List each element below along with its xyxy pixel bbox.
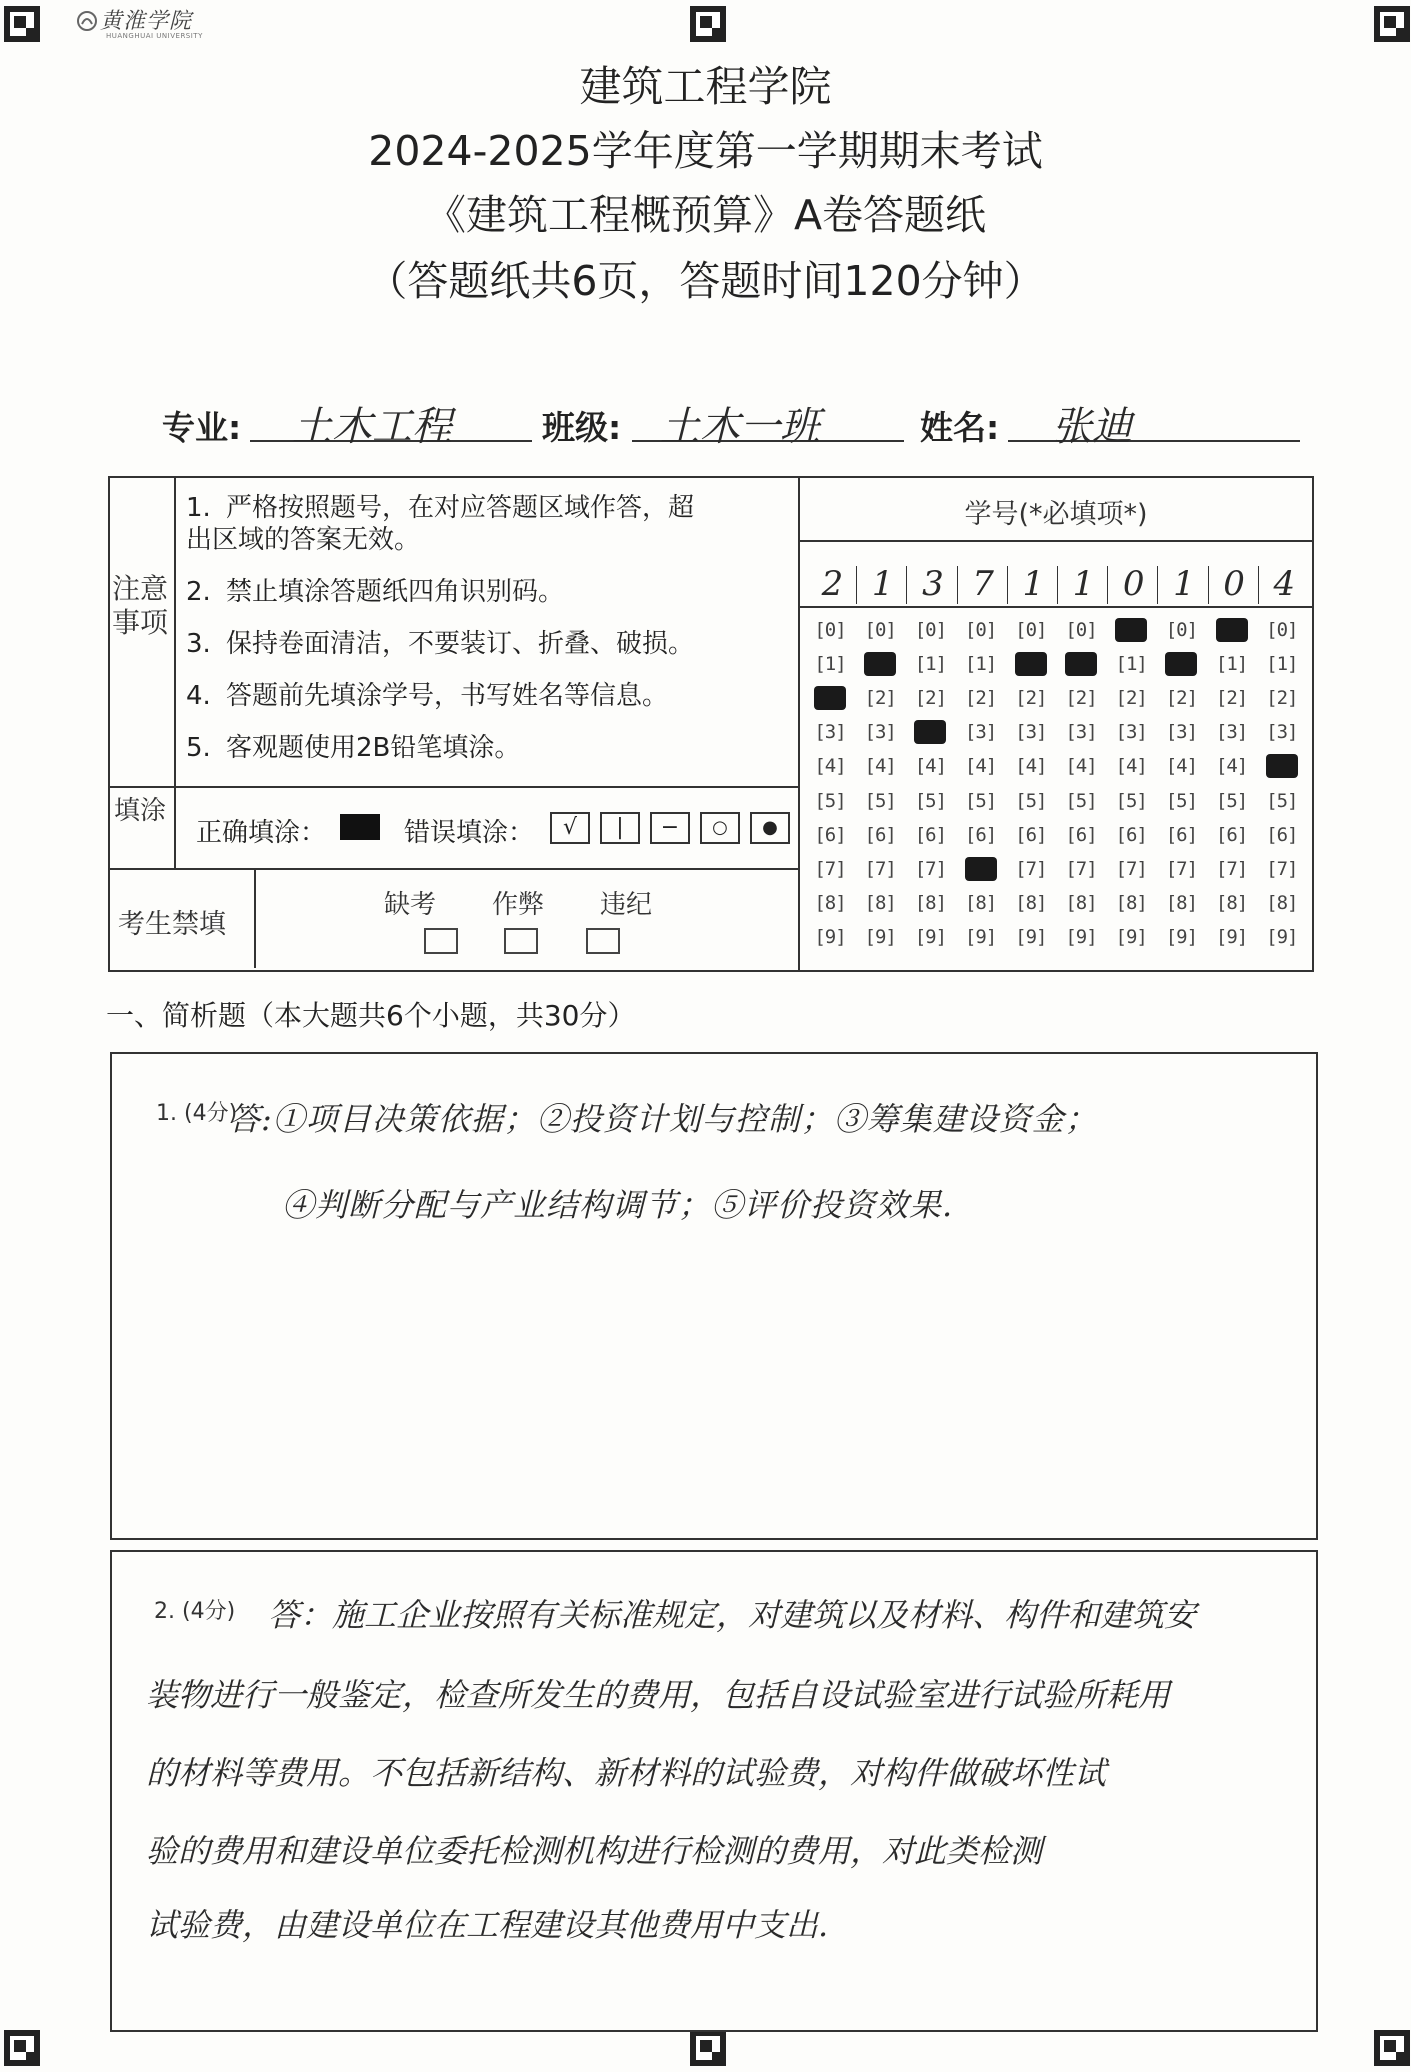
correct-fill-label: 正确填涂： (196, 818, 327, 848)
corner-mark-top-left (4, 6, 40, 42)
student-id-bubble[interactable]: [9] (1165, 925, 1198, 948)
question-2-answer-line-5: 试验费，由建设单位在工程建设其他费用中支出. (146, 1906, 829, 1944)
student-id-bubble[interactable]: [4] (1065, 755, 1097, 778)
student-id-digit-separator (1007, 566, 1008, 604)
student-id-bubble[interactable]: [5] (1015, 789, 1047, 812)
student-id-bubble[interactable] (814, 686, 846, 710)
wrong-fill-check-example: √ (550, 812, 590, 844)
question-2-label: 2. (4分) (154, 1599, 236, 1624)
school-logo-text: 黄淮学院 (100, 9, 193, 34)
student-id-bubble[interactable]: [2] (1165, 687, 1198, 710)
table-divider-vertical (798, 476, 800, 970)
student-id-bubble[interactable]: [2] (1266, 687, 1298, 710)
cheating-checkbox[interactable] (504, 928, 538, 954)
fill-side-divider (174, 786, 176, 868)
student-id-digit[interactable]: 0 (1122, 564, 1145, 604)
student-id-bubble[interactable]: [1] (1115, 653, 1147, 676)
student-id-bubble[interactable]: [4] (914, 755, 947, 778)
student-id-bubble[interactable]: [1] (1215, 653, 1248, 676)
violation-checkbox[interactable] (586, 928, 620, 954)
student-id-bubble[interactable]: [5] (914, 789, 947, 812)
student-id-bubble[interactable]: [7] (1215, 857, 1248, 880)
student-id-bubble[interactable]: [3] (1266, 721, 1298, 744)
student-id-bubble[interactable]: [7] (1266, 857, 1298, 880)
class-label: 班级: (542, 408, 622, 447)
sid-digits-divider (800, 606, 1312, 608)
student-id-bubble[interactable]: [4] (864, 755, 896, 778)
student-id-bubble[interactable]: [6] (1215, 823, 1248, 846)
corner-mark-bottom-center (690, 2030, 726, 2066)
student-id-bubble[interactable]: [9] (964, 925, 997, 948)
student-id-bubble[interactable]: [8] (1266, 891, 1298, 914)
student-id-bubble[interactable] (1216, 618, 1248, 642)
student-id-bubble[interactable]: [9] (1015, 925, 1047, 948)
student-id-bubble[interactable]: [2] (1065, 687, 1097, 710)
student-id-digit[interactable]: 2 (821, 564, 844, 604)
student-id-bubble[interactable]: [1] (814, 653, 846, 676)
student-id-bubble[interactable]: [3] (1215, 721, 1248, 744)
name-label: 姓名: (920, 408, 1000, 447)
notice-text: 严格按照题号，在对应答题区域作答，超 (226, 493, 695, 523)
question-1-answer-line-2: ④判断分配与产业结构调节；⑤评价投资效果. (282, 1186, 954, 1224)
student-id-digit[interactable]: 0 (1223, 564, 1245, 604)
cheating-label: 作弊 (492, 890, 545, 920)
student-id-bubble[interactable]: [9] (1215, 925, 1248, 948)
student-id-bubble[interactable] (1165, 652, 1197, 676)
student-id-bubble[interactable]: [7] (864, 857, 896, 880)
section-title: 一、简析题（本大题共6个小题，共30分） (106, 999, 636, 1032)
student-id-bubble[interactable]: [6] (1015, 823, 1047, 846)
student-id-bubble[interactable]: [9] (1065, 925, 1097, 948)
notice-item-4 (186, 680, 668, 712)
college-title: 建筑工程学院 (579, 62, 832, 111)
wrong-fill-circle-example: ○ (700, 812, 740, 844)
student-id-bubble[interactable]: [2] (1215, 687, 1248, 710)
corner-mark-bottom-left (4, 2030, 40, 2066)
question-2-answer-line-4: 验的费用和建设单位委托检测机构进行检测的费用，对此类检测 (146, 1832, 1043, 1870)
absent-checkbox[interactable] (424, 928, 458, 954)
student-id-bubble[interactable]: [3] (1115, 721, 1147, 744)
student-id-bubble[interactable]: [5] (864, 789, 896, 812)
student-id-bubble[interactable]: [5] (964, 789, 997, 812)
student-id-bubble[interactable]: [3] (1065, 721, 1097, 744)
student-id-bubble[interactable]: [8] (1215, 891, 1248, 914)
corner-mark-top-right (1374, 6, 1410, 42)
student-id-bubble[interactable]: [1] (1266, 653, 1298, 676)
wrong-fill-label: 错误填涂： (404, 818, 535, 848)
question-2-answer-line-1: 答：施工企业按照有关标准规定，对建筑以及材料、构件和建筑安 (268, 1596, 1197, 1634)
student-id-digit-separator (957, 566, 958, 604)
exam-term-title: 2024-2025学年度第一学期期末考试 (368, 127, 1043, 175)
question-1-answer-line-1: 答:①项目决策依据；②投资计划与控制；③筹集建设资金； (228, 1100, 1098, 1138)
student-id-bubble[interactable]: [3] (964, 721, 997, 744)
notice-text: 禁止填涂答题纸四角识别码。 (226, 577, 565, 607)
notice-text-continued: 出区域的答案无效。 (186, 525, 421, 555)
student-id-bubble[interactable]: [4] (1215, 755, 1248, 778)
exam-flags-label: 考生禁填 (118, 909, 226, 940)
notice-fill-divider (108, 786, 800, 788)
student-id-digit[interactable]: 3 (922, 564, 944, 604)
student-id-bubble[interactable]: [1] (964, 653, 997, 676)
student-id-bubble[interactable]: [8] (1015, 891, 1047, 914)
major-value[interactable]: 土木工程 (292, 404, 452, 450)
student-id-bubble[interactable]: [0] (1015, 619, 1047, 641)
student-id-digit[interactable]: 1 (1173, 564, 1195, 604)
student-id-bubble[interactable]: [9] (814, 925, 846, 948)
student-id-bubble[interactable]: [7] (914, 857, 947, 880)
student-id-bubble[interactable]: [4] (964, 755, 997, 778)
student-id-bubble[interactable]: [8] (1115, 891, 1147, 914)
student-id-digit-separator (1258, 566, 1259, 604)
notice-num: 3. (186, 629, 211, 659)
student-id-bubble[interactable]: [0] (864, 619, 896, 641)
notice-item-3 (186, 628, 694, 660)
student-id-bubble[interactable]: [2] (964, 687, 997, 710)
corner-mark-bottom-right (1374, 2030, 1410, 2066)
student-id-bubble[interactable]: [5] (1165, 789, 1198, 812)
student-id-bubble[interactable]: [0] (964, 619, 997, 641)
name-value[interactable]: 张迪 (1052, 404, 1132, 450)
student-id-bubble[interactable]: [3] (1015, 721, 1047, 744)
student-id-bubble[interactable]: [8] (964, 891, 997, 914)
student-id-bubble[interactable]: [6] (914, 823, 947, 846)
notice-num: 2. (186, 577, 211, 607)
student-id-bubble[interactable]: [6] (864, 823, 896, 846)
student-id-bubble[interactable] (1015, 652, 1047, 676)
notice-item-1 (186, 492, 694, 556)
student-id-digit-separator (906, 566, 907, 604)
student-id-bubble[interactable]: [3] (1165, 721, 1198, 744)
course-title: 《建筑工程概预算》A卷答题纸 (424, 191, 987, 239)
student-id-bubble[interactable]: [6] (1115, 823, 1147, 846)
student-id-bubble[interactable]: [0] (914, 619, 947, 641)
notice-num: 4. (186, 681, 211, 711)
notice-side-label: 注意事项 (112, 572, 169, 639)
student-id-bubble[interactable]: [8] (1165, 891, 1198, 914)
student-id-bubble[interactable]: [4] (1165, 755, 1198, 778)
student-id-bubble[interactable]: [9] (914, 925, 947, 948)
student-id-bubble[interactable]: [2] (914, 687, 947, 710)
student-id-bubble[interactable]: [5] (1065, 789, 1097, 812)
student-id-digit-separator (1208, 566, 1209, 604)
question-1-label: 1. (4分) (156, 1101, 238, 1126)
exam-side-divider (254, 868, 256, 968)
student-id-bubble[interactable]: [8] (864, 891, 896, 914)
student-id-bubble[interactable]: [7] (1015, 857, 1047, 880)
student-id-bubble[interactable]: [8] (914, 891, 947, 914)
wrong-fill-bar-example: | (600, 812, 640, 844)
student-id-bubble[interactable] (965, 857, 997, 881)
corner-mark-top-center (690, 6, 726, 42)
student-id-bubble[interactable]: [6] (1266, 823, 1298, 846)
student-id-digit[interactable]: 4 (1273, 564, 1296, 604)
student-id-bubble[interactable]: [8] (814, 891, 846, 914)
student-id-bubble[interactable]: [4] (814, 755, 846, 778)
notice-item-2 (186, 576, 564, 608)
student-id-bubble[interactable]: [5] (1115, 789, 1147, 812)
student-id-bubble[interactable] (864, 652, 896, 676)
class-value[interactable]: 土木一班 (660, 404, 820, 450)
student-id-bubble[interactable]: [8] (1065, 891, 1097, 914)
student-id-digit-separator (1057, 566, 1058, 604)
student-id-bubble[interactable]: [5] (1215, 789, 1248, 812)
question-2-answer-line-2: 装物进行一般鉴定，检查所发生的费用，包括自设试验室进行试验所耗用 (146, 1676, 1171, 1714)
student-id-bubble[interactable]: [0] (814, 619, 846, 641)
notice-text: 答题前先填涂学号，书写姓名等信息。 (226, 681, 669, 711)
school-logo (76, 4, 216, 44)
student-id-bubble[interactable]: [9] (864, 925, 896, 948)
student-id-bubble[interactable]: [3] (864, 721, 896, 744)
student-id-bubble[interactable] (1115, 618, 1147, 642)
sid-title-divider (800, 540, 1312, 542)
student-id-digit[interactable]: 1 (1022, 564, 1045, 604)
student-id-bubble[interactable] (1065, 652, 1097, 676)
notice-num: 1. (186, 493, 211, 523)
student-id-bubble[interactable]: [4] (1015, 755, 1047, 778)
student-id-bubble[interactable]: [6] (964, 823, 997, 846)
student-id-bubble[interactable] (914, 720, 946, 744)
student-id-bubble[interactable]: [3] (814, 721, 846, 744)
student-id-title: 学号(*必填项*) (964, 499, 1148, 530)
student-id-bubble[interactable]: [0] (1266, 619, 1298, 641)
student-id-digit[interactable]: 7 (972, 564, 994, 604)
notice-text: 保持卷面清洁，不要装订、折叠、破损。 (226, 629, 695, 659)
student-id-digit[interactable]: 1 (1072, 564, 1095, 604)
student-id-bubble[interactable]: [9] (1115, 925, 1147, 948)
student-id-bubble[interactable]: [2] (1115, 687, 1147, 710)
school-logo-english: HUANGHUAI UNIVERSITY (106, 32, 203, 40)
violation-label: 违纪 (600, 890, 653, 920)
wrong-fill-dot-example: ● (750, 812, 790, 844)
student-id-bubble[interactable]: [0] (1165, 619, 1198, 641)
notice-num: 5. (186, 733, 211, 763)
student-id-bubble[interactable]: [0] (1065, 619, 1097, 641)
student-id-bubble[interactable]: [7] (1165, 857, 1198, 880)
student-id-digit-separator (1107, 566, 1108, 604)
student-id-digit-separator (1157, 566, 1158, 604)
notice-side-divider (174, 476, 176, 786)
correct-fill-example (340, 814, 380, 840)
student-id-bubble[interactable]: [6] (814, 823, 846, 846)
student-id-digit[interactable]: 1 (871, 564, 894, 604)
student-id-bubble[interactable]: [2] (864, 687, 896, 710)
student-id-bubble[interactable]: [6] (1065, 823, 1097, 846)
student-id-digit-separator (856, 566, 857, 604)
absent-label: 缺考 (384, 890, 437, 920)
student-id-bubble[interactable] (1266, 754, 1298, 778)
student-id-bubble[interactable]: [4] (1115, 755, 1147, 778)
student-id-bubble[interactable]: [7] (814, 857, 846, 880)
school-emblem-icon (76, 10, 98, 32)
notice-text: 客观题使用2B铅笔填涂。 (226, 733, 521, 763)
major-label: 专业: (162, 408, 242, 447)
wrong-fill-dash-example: − (650, 812, 690, 844)
student-id-bubble[interactable]: [5] (1266, 789, 1298, 812)
exam-info-subtitle: （答题纸共6页，答题时间120分钟） (366, 257, 1045, 305)
question-2-answer-line-3: 的材料等费用。不包括新结构、新材料的试验费，对构件做破坏性试 (146, 1754, 1107, 1792)
student-id-bubble[interactable]: [5] (814, 789, 846, 812)
student-id-bubble[interactable]: [7] (1115, 857, 1147, 880)
fill-exam-divider (108, 868, 800, 870)
student-id-bubble[interactable]: [6] (1165, 823, 1198, 846)
student-id-bubble[interactable]: [1] (914, 653, 947, 676)
notice-item-5 (186, 732, 520, 764)
student-id-bubble[interactable]: [9] (1266, 925, 1298, 948)
fill-side-label: 填涂 (113, 796, 166, 826)
student-id-bubble[interactable]: [7] (1065, 857, 1097, 880)
student-id-bubble[interactable]: [2] (1015, 687, 1047, 710)
